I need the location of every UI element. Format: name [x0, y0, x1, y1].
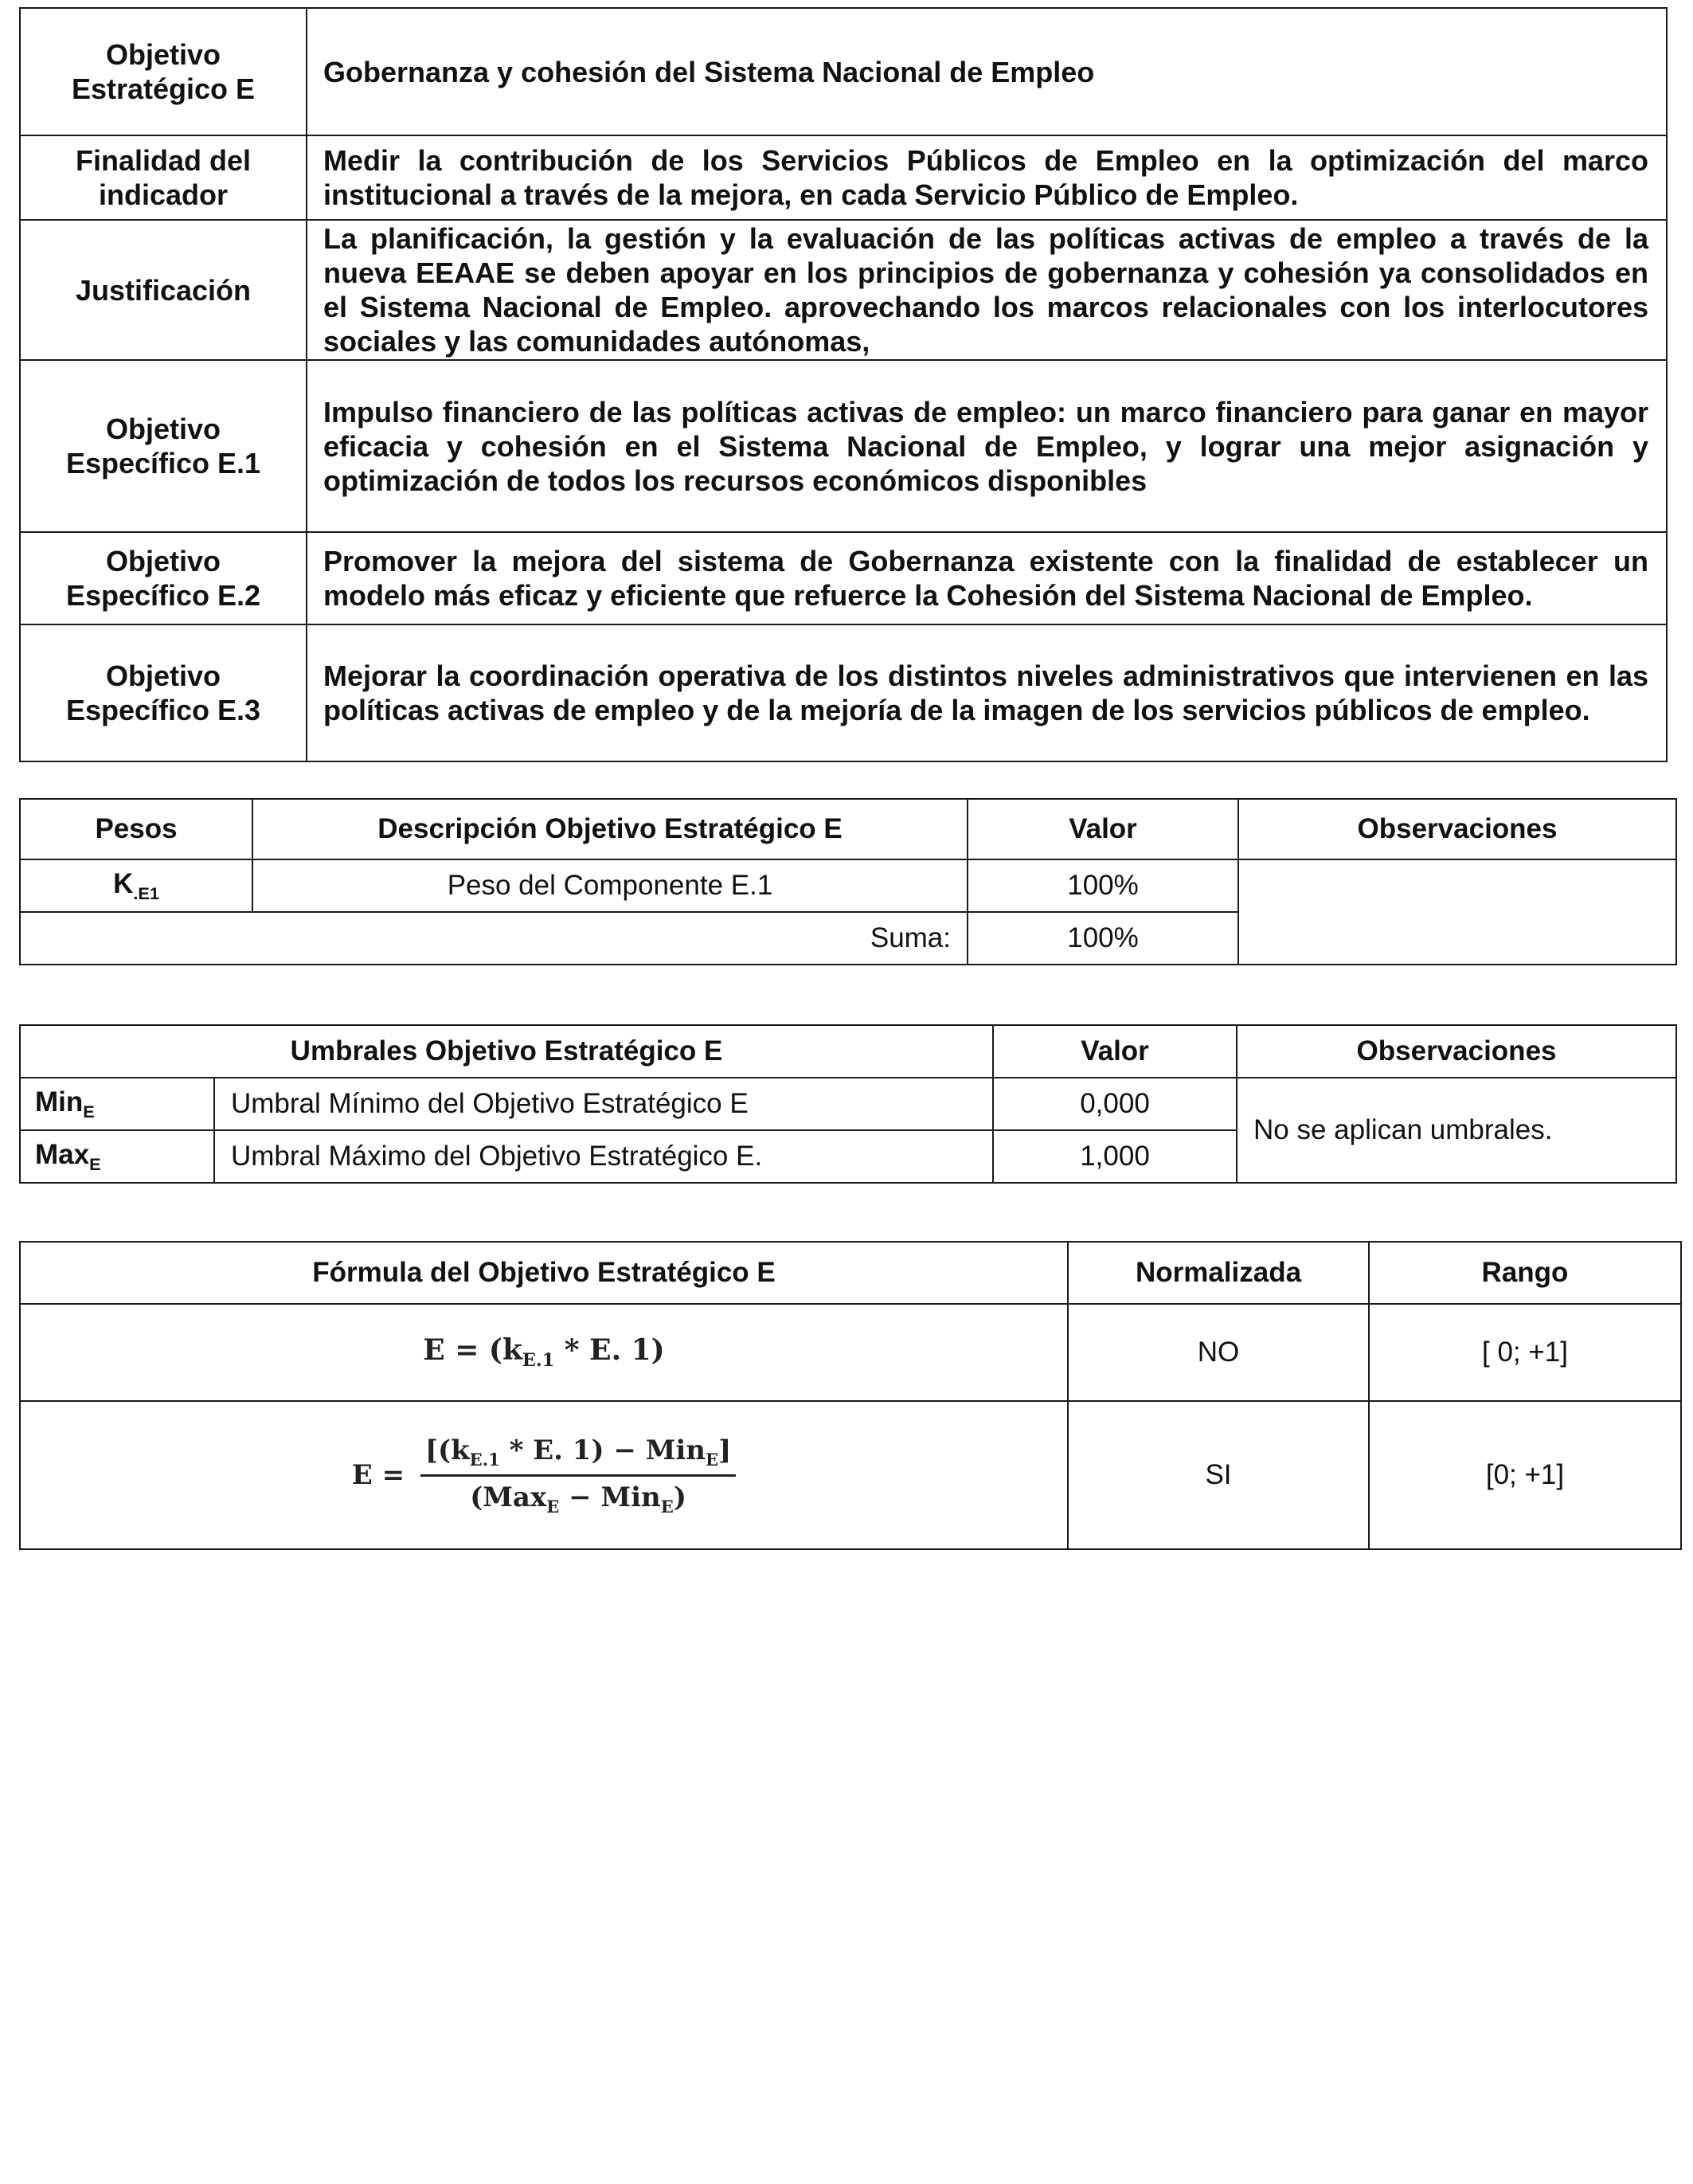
- table-header-row: [20, 1025, 1676, 1078]
- column-header: Rango: [1369, 1242, 1681, 1304]
- table-row: [20, 1304, 1681, 1401]
- row-text: Gobernanza y cohesión del Sistema Nacional de Empleo: [307, 8, 1667, 135]
- label-line: Específico E.2: [65, 579, 261, 612]
- normalized-value: SI: [1068, 1401, 1369, 1549]
- table-row: [20, 532, 1667, 624]
- weights-table: [19, 798, 1677, 965]
- weight-description: Peso del Componente E.1: [252, 859, 968, 912]
- formula-numerator: [420, 1434, 736, 1477]
- label-line: Objetivo: [105, 413, 221, 445]
- formula-fraction: [420, 1434, 736, 1517]
- column-header: Descripción Objetivo Estratégico E: [252, 799, 968, 859]
- label-line: Finalidad del: [75, 144, 252, 177]
- row-text: La planificación, la gestión y la evaluación de las políticas activas de empleo a través de la nueva EEAAE se deben apoyar en los principios de gobernanza y cohesión ya consolidados en el Sistema Nacional de Empleo. aprovechando los marcos relacionales con los interlocutores sociales y las comunidades autónomas,: [307, 220, 1667, 360]
- row-text: Impulso financiero de las políticas activas de empleo: un marco financiero para ganar en mayor eficacia y cohesión en el Sistema Nacional de Empleo, y lograr una mejor asignación y optimización de todos los recursos económicos disponibles: [307, 360, 1667, 532]
- formula-part: − Min: [559, 1481, 661, 1513]
- sum-label: Suma:: [20, 912, 968, 965]
- formula-table: [19, 1241, 1682, 1550]
- row-text: Mejorar la coordinación operativa de los distintos niveles administrativos que intervienen en las políticas activas de empleo y de la mejoría de la imagen de los servicios públicos de empleo.: [307, 624, 1667, 761]
- label-line: Específico E.3: [65, 694, 261, 726]
- label-line: Específico E.1: [65, 447, 261, 479]
- table-header-row: [20, 799, 1676, 859]
- table-row: [20, 624, 1667, 761]
- formula-part: * E. 1) − Min: [499, 1434, 706, 1466]
- table-row: [20, 1078, 1676, 1130]
- key-sub: .E1: [133, 883, 159, 903]
- row-label: [20, 8, 307, 135]
- table-row: [20, 1401, 1681, 1549]
- formula-subscript: E: [705, 1449, 719, 1470]
- threshold-value: 1,000: [993, 1130, 1237, 1183]
- normalized-value: NO: [1068, 1304, 1369, 1401]
- column-header: Valor: [993, 1025, 1237, 1078]
- objective-info-table: [19, 7, 1668, 762]
- range-value: [0; +1]: [1369, 1401, 1681, 1549]
- formula-part: (Max: [470, 1481, 547, 1513]
- label-line: indicador: [98, 178, 229, 211]
- label-line: Objetivo: [105, 38, 221, 71]
- formula-normalized: [351, 1434, 736, 1517]
- label-line: Estratégico E: [71, 72, 256, 105]
- formula-part: ): [673, 1481, 686, 1513]
- column-header: Umbrales Objetivo Estratégico E: [20, 1025, 993, 1078]
- formula-part: * E. 1): [554, 1333, 665, 1368]
- formula-denominator: [465, 1477, 691, 1517]
- weight-key: [20, 859, 252, 912]
- label-line: Objetivo: [105, 545, 221, 577]
- label-line: Justificación: [75, 273, 252, 307]
- formula-part: k: [502, 1333, 522, 1368]
- table-header-row: [20, 1242, 1681, 1304]
- row-label: [20, 360, 307, 532]
- range-value: [ 0; +1]: [1369, 1304, 1681, 1401]
- formula-subscript: E: [546, 1496, 560, 1517]
- formula-subscript: E.1: [522, 1350, 555, 1372]
- table-row: [20, 360, 1667, 532]
- threshold-description: Umbral Mínimo del Objetivo Estratégico E: [214, 1078, 993, 1130]
- row-text: Promover la mejora del sistema de Gobernanza existente con la finalidad de establecer un modelo más eficaz y eficiente que refuerce la Cohesión del Sistema Nacional de Empleo.: [307, 532, 1667, 624]
- table-row: [20, 859, 1676, 912]
- formula-cell: [20, 1401, 1068, 1549]
- column-header: Observaciones: [1238, 799, 1676, 859]
- key-main: Min: [35, 1086, 84, 1117]
- key-main: K: [113, 867, 134, 899]
- formula-part: E = (: [423, 1333, 502, 1368]
- key-main: Max: [35, 1138, 90, 1170]
- formula-part: E =: [351, 1459, 405, 1491]
- threshold-key: [20, 1078, 214, 1130]
- weight-observations: [1238, 859, 1676, 965]
- row-label: [20, 532, 307, 624]
- column-header: Normalizada: [1068, 1242, 1369, 1304]
- formula-part: ]: [718, 1434, 732, 1466]
- formula-subscript: E.1: [469, 1449, 500, 1470]
- table-row: [20, 220, 1667, 360]
- column-header: Fórmula del Objetivo Estratégico E: [20, 1242, 1068, 1304]
- key-sub: E: [89, 1153, 101, 1174]
- row-label: [20, 220, 307, 360]
- weight-value: 100%: [968, 859, 1238, 912]
- threshold-description: Umbral Máximo del Objetivo Estratégico E.: [214, 1130, 993, 1183]
- column-header: Valor: [968, 799, 1238, 859]
- column-header: Observaciones: [1237, 1025, 1676, 1078]
- row-label: [20, 624, 307, 761]
- column-header: Pesos: [20, 799, 252, 859]
- sum-value: 100%: [968, 912, 1238, 965]
- key-sub: E: [83, 1101, 95, 1121]
- threshold-observation: No se aplican umbrales.: [1237, 1078, 1676, 1183]
- formula-non-normalized: [423, 1333, 665, 1372]
- formula-part: [(k: [424, 1434, 470, 1466]
- threshold-value: 0,000: [993, 1078, 1237, 1130]
- table-row: [20, 135, 1667, 220]
- label-line: Objetivo: [105, 660, 221, 692]
- threshold-key: [20, 1130, 214, 1183]
- thresholds-table: [19, 1024, 1677, 1184]
- table-row: [20, 8, 1667, 135]
- formula-subscript: E: [660, 1496, 674, 1517]
- row-label: [20, 135, 307, 220]
- row-text: Medir la contribución de los Servicios Públicos de Empleo en la optimización del marco institucional a través de la mejora, en cada Servicio Público de Empleo.: [307, 135, 1667, 220]
- formula-cell: [20, 1304, 1068, 1401]
